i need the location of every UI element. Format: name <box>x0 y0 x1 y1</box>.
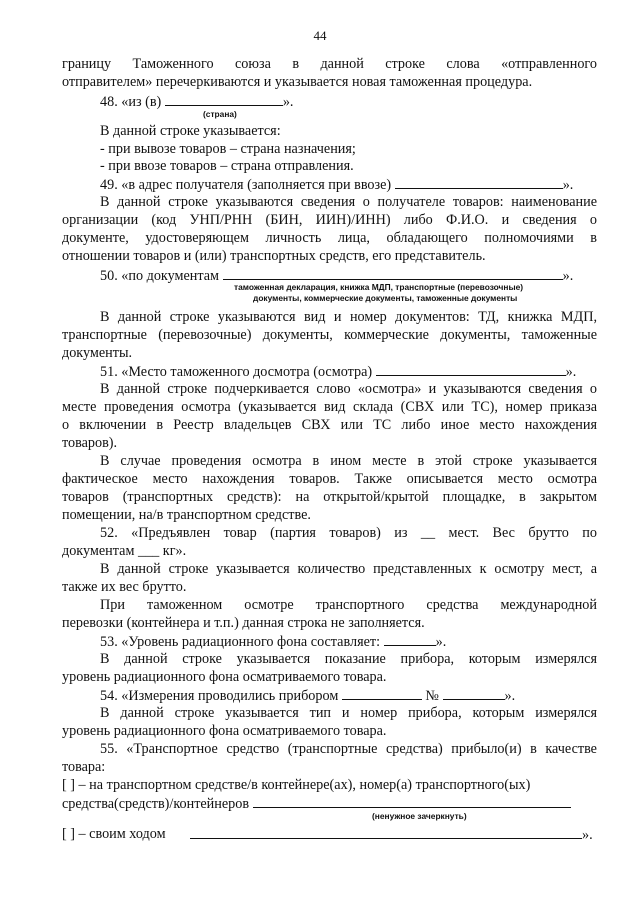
text-line: отношении товаров и (или) транспортных средств, его представитель. <box>62 248 486 264</box>
caption-documents: документы, коммерческие документы, таможенные документы <box>253 293 518 303</box>
option-vehicle-line: [ ] – на транспортном средстве/в контейнере(ах), номер(а) транспортного(ых) <box>62 777 531 793</box>
text-line: перевозки (контейнера и т.п.) данная строка не заполняется. <box>62 615 425 631</box>
text-line: товаров (транспортных средств): на открытой/крытой площадке, в закрытом <box>62 489 597 505</box>
caption-country: (страна) <box>203 109 237 119</box>
text-line: товаров). <box>62 435 118 451</box>
blank-line <box>342 687 422 700</box>
field-49-line <box>100 176 573 194</box>
field-52-line: 52. «Предъявлен товар (партия товаров) из __ мест. Вес брутто по <box>100 525 597 541</box>
field-53-line <box>100 633 446 651</box>
field-55-line: товара: <box>62 759 106 775</box>
text-line: В случае проведения осмотра в ином месте в этой строке указывается <box>100 453 597 469</box>
text-line: В данной строке указывается тип и номер прибора, которым измерялся <box>100 705 597 721</box>
text-line: В данной строке указывается показание прибора, которым измерялся <box>100 651 597 667</box>
option-own-power-line: [ ] – своим ходом <box>62 826 166 842</box>
blank-line <box>443 687 505 700</box>
text-line: отправителем» перечеркиваются и указывается новая таможенная процедура. <box>62 74 533 90</box>
field-51-label: 51. «Место таможенного досмотра (осмотра) <box>100 364 376 380</box>
text-line: В данной строке указывается: <box>100 123 281 139</box>
text-line: транспортные (перевозочные) документы, коммерческие документы, таможенные <box>62 327 597 343</box>
text-line: месте проведения осмотра (указывается вид склада (СВХ или ТС), номер приказа <box>62 399 597 415</box>
text-line: документы. <box>62 345 133 361</box>
option-vehicle-label: средства(средств)/контейнеров <box>62 796 253 812</box>
field-48-line <box>100 93 293 111</box>
field-53-label: 53. «Уровень радиационного фона составляет: <box>100 634 384 650</box>
text-line: организации (код УНП/РНН (БИН, ИИН)/ИНН) либо Ф.И.О. и сведения о <box>62 212 597 228</box>
blank-line <box>165 93 283 106</box>
caption-strike-out: (ненужное зачеркнуть) <box>372 811 467 821</box>
closing-quote: ». <box>582 827 593 843</box>
text-line: В данной строке указываются сведения о получателе товаров: наименование <box>100 194 597 210</box>
field-54-line <box>100 687 515 705</box>
text-line: - при ввозе товаров – страна отправления. <box>100 158 354 174</box>
text-line: - при вывозе товаров – страна назначения; <box>100 141 356 157</box>
field-49-label: 49. «в адрес получателя (заполняется при ввозе) <box>100 177 395 193</box>
blank-line <box>223 267 563 280</box>
field-55-line: 55. «Транспортное средство (транспортные средства) прибыло(и) в качестве <box>100 741 597 757</box>
text-line: о включении в Реестр владельцев СВХ или ТС либо иное место нахождения <box>62 417 597 433</box>
option-own-power-line <box>190 826 593 844</box>
text-line: также их вес брутто. <box>62 579 187 595</box>
page-number: 44 <box>313 28 327 43</box>
text-line: уровень радиационного фона осматриваемого товара. <box>62 669 387 685</box>
field-51-line <box>100 363 576 381</box>
number-sign: № <box>421 688 443 704</box>
text-line: документе, удостоверяющем личность лица, обладающего полномочиями в <box>62 230 597 246</box>
closing-quote: ». <box>562 177 574 193</box>
closing-quote: ». <box>504 688 516 704</box>
field-52-line: документам ___ кг». <box>62 543 187 559</box>
blank-line <box>384 633 436 646</box>
closing-quote: ». <box>282 94 294 110</box>
text-line: В данной строке подчеркивается слово «осмотра» и указываются сведения о <box>100 381 597 397</box>
option-vehicle-line <box>62 795 571 813</box>
text-line: В данной строке указывается количество представленных к осмотру мест, а <box>100 561 597 577</box>
field-50-label: 50. «по документам <box>100 268 223 284</box>
closing-quote: ». <box>565 364 577 380</box>
closing-quote: ». <box>435 634 447 650</box>
text-line: уровень радиационного фона осматриваемого товара. <box>62 723 387 739</box>
caption-documents: таможенная декларация, книжка МДП, транспортные (перевозочные) <box>234 282 524 292</box>
text-line: В данной строке указываются вид и номер документов: ТД, книжка МДП, <box>100 309 597 325</box>
text-line: границу Таможенного союза в данной строке слова «отправленного <box>62 56 597 72</box>
blank-line <box>253 795 571 808</box>
text-line: При таможенном осмотре транспортного средства международной <box>100 597 597 613</box>
text-line: помещении, на/в транспортном средстве. <box>62 507 311 523</box>
field-54-label: 54. «Измерения проводились прибором <box>100 688 342 704</box>
field-48-label: 48. «из (в) <box>100 94 165 110</box>
blank-line <box>376 363 566 376</box>
blank-line <box>395 176 563 189</box>
text-line: фактическое место нахождения товаров. Также описывается место осмотра <box>62 471 597 487</box>
closing-quote: ». <box>562 268 574 284</box>
blank-line <box>190 826 582 839</box>
